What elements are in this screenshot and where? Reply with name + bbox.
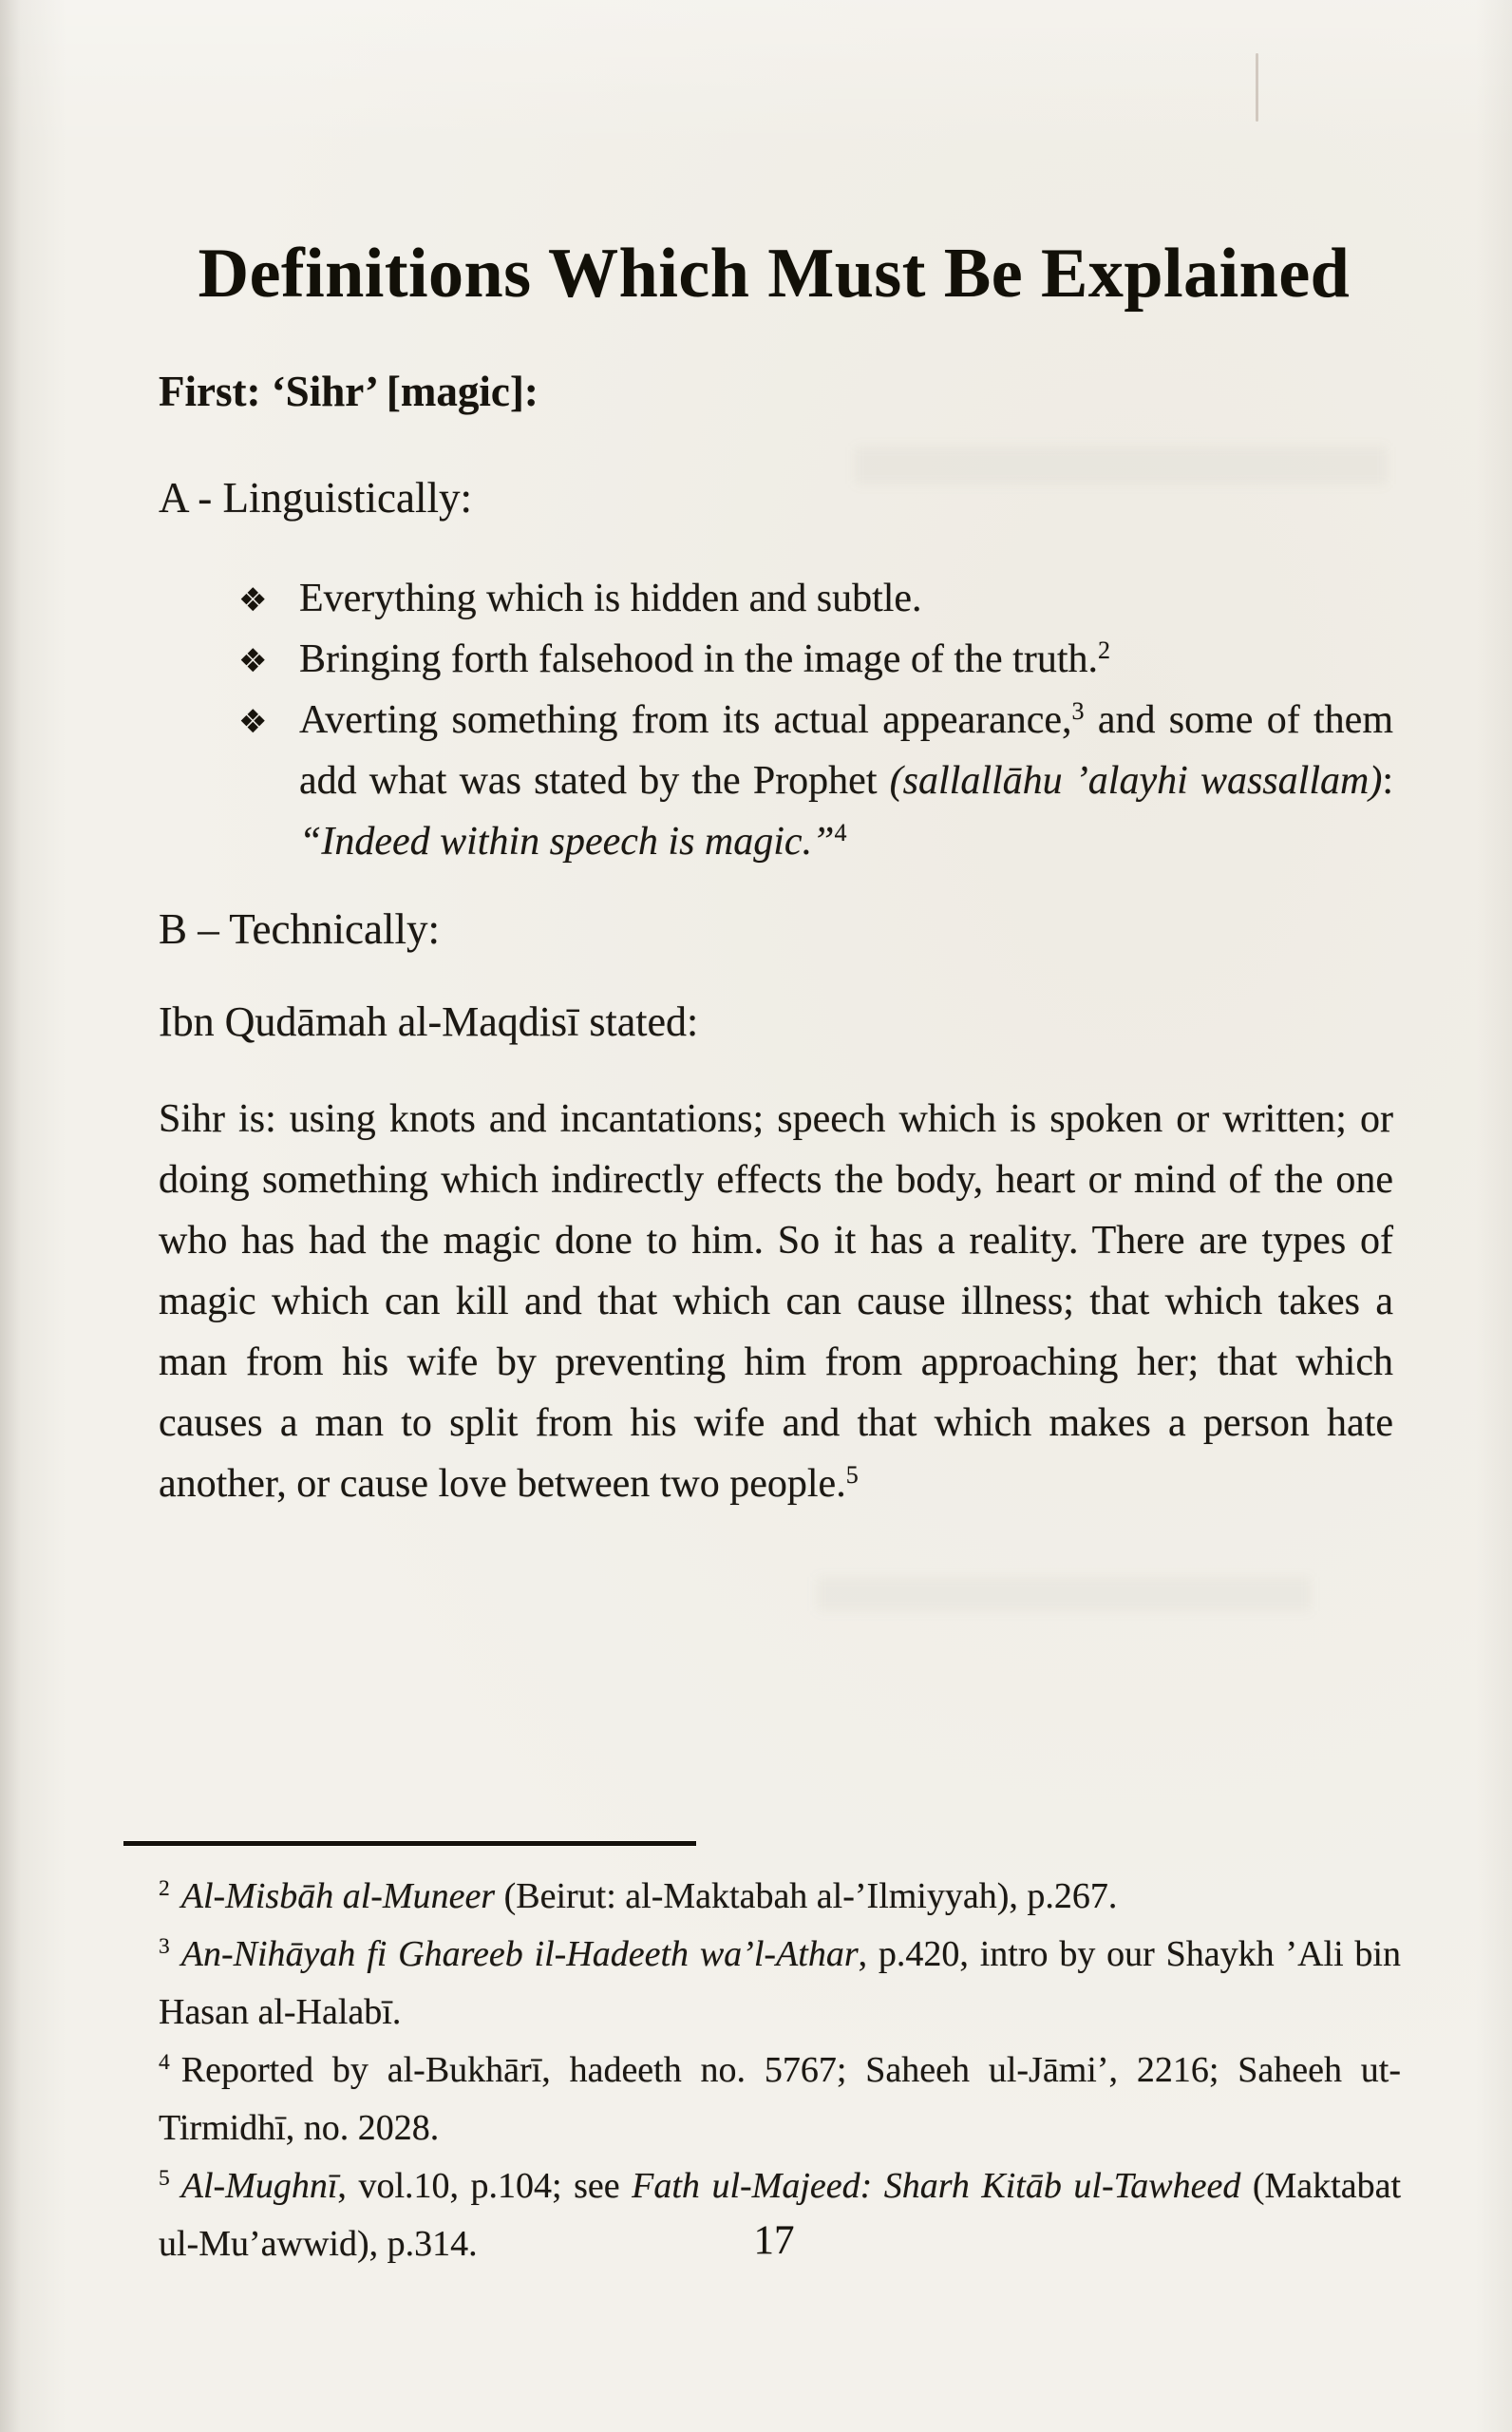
list-item — [159, 629, 1393, 690]
list-item — [159, 690, 1393, 872]
page-bleedthrough-smudge — [817, 1577, 1311, 1611]
footnote-number: 4 — [159, 2050, 170, 2076]
footnote-number: 2 — [159, 1876, 170, 1902]
page-number: 17 — [753, 2218, 795, 2263]
scan-line-artifact — [1256, 53, 1258, 122]
heading-technically: B – Technically: — [159, 905, 440, 953]
footnote-text: Reported by al-Bukhārī, hadeeth no. 5767; Saheeh ul-Jāmi’, 2216; Saheeh ut-Tirmidhī, no. 2028. — [159, 2050, 1401, 2148]
footnote-number: 5 — [159, 2166, 170, 2192]
attribution-line: Ibn Qudāmah al-Maqdisī stated: — [159, 998, 699, 1045]
footnote-text: Al-Misbāh al-Muneer (Beirut: al-Maktabah al-’Ilmiyyah), p.267. — [180, 1876, 1118, 1916]
bullet-text: Averting something from its actual appearance,$^3$ and some of them add what was stated by the Prophet (sallallāhu ’alayhi wassallam): “Indeed within speech is magic.”$^4$ — [299, 696, 1393, 864]
bullet-text: Everything which is hidden and subtle. — [299, 577, 922, 620]
bullet-diamond-icon: ❖ — [238, 581, 268, 619]
bullet-text: Bringing forth falsehood in the image of the truth.$^2$ — [299, 636, 1110, 681]
bullet-diamond-icon: ❖ — [238, 642, 268, 680]
heading-linguistically: A - Linguistically: — [159, 474, 472, 522]
page-title: Definitions Which Must Be Explained — [198, 235, 1351, 313]
definition-paragraph: Sihr is: using knots and incantations; speech which is spoken or written; or doing something which indirectly effects the body, heart or mind of the one who has had the magic done to him. So it has a reality. There are types of magic which can kill and that which can cause illness; that which takes a man from his wife by preventing him from approaching her; that which causes a man to split from his wife and that which makes a person hate another, or cause love between two people.$^5$ — [159, 1097, 1393, 1506]
footnote-number: 3 — [159, 1934, 170, 1960]
list-item — [159, 568, 1393, 629]
footnote — [159, 2042, 1401, 2157]
bullet-diamond-icon: ❖ — [238, 703, 268, 741]
footnote-text: Al-Mughnī, vol.10, p.104; see Fath ul-Majeed: Sharh Kitāb ul-Tawheed (Maktabat ul-Mu’awwid), p.314. — [159, 2166, 1402, 2264]
footnote — [159, 1868, 1401, 1926]
footnote-divider — [123, 1841, 696, 1846]
heading-first-sihr: First: ‘Sihr’ [magic]: — [159, 368, 539, 415]
bullet-list — [159, 568, 1393, 872]
footnote — [159, 1926, 1401, 2042]
footnote-text: An-Nihāyah fi Ghareeb il-Hadeeth wa’l-Athar, p.420, intro by our Shaykh ’Ali bin Hasan al-Halabī. — [159, 1934, 1401, 2032]
page-bleedthrough-smudge — [855, 446, 1387, 484]
footnotes-section — [159, 1868, 1401, 2273]
